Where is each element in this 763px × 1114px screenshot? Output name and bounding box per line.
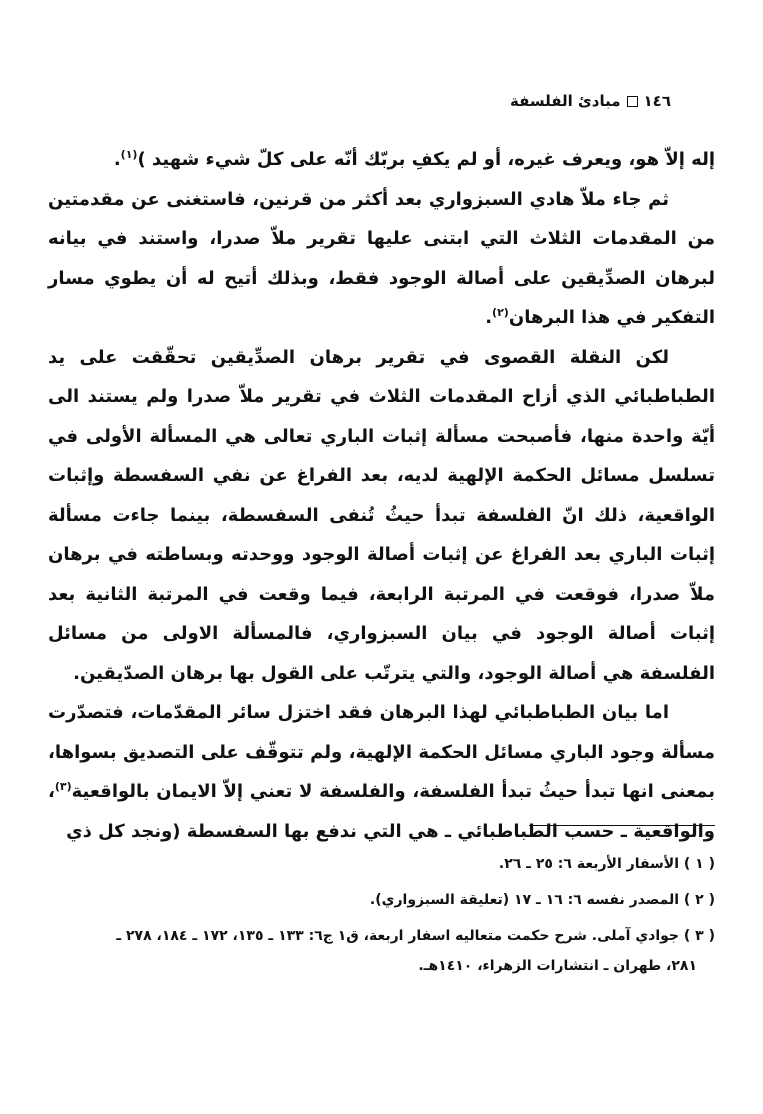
footnote-separator	[529, 825, 715, 826]
paragraph-tail: .	[113, 149, 121, 170]
paragraph-3	[48, 338, 715, 694]
paragraph-tail: .	[485, 307, 493, 328]
footnote-ref-3: (٣)	[54, 780, 72, 793]
footnote-ref-2: (٢)	[492, 306, 509, 319]
footnotes	[48, 850, 715, 988]
paragraph-1	[48, 140, 715, 180]
page-number: ١٤٦	[643, 92, 671, 110]
paragraph-2	[48, 180, 715, 338]
header-square-ornament-icon	[627, 96, 638, 107]
paragraph-text: ثم جاء ملاّ هادي السبزواري بعد أكثر من قرنين، فاستغنى عن مقدمتين من المقدمات الثلاث التي ابتنى عليها تقرير ملاّ صدرا، واستند في بيانه لبرهان الصدِّيقين على أصالة الوجود فقط، وبذلك أتيح له أن يطوي مسار التفكير في هذا البرهان	[48, 188, 715, 328]
main-text	[48, 140, 715, 851]
running-header	[510, 92, 671, 110]
footnote-1: ( ١ ) الأسفار الأربعة ٦: ٢٥ ـ ٢٦.	[498, 856, 715, 872]
footnote-2: ( ٢ ) المصدر نفسه ٦: ١٦ ـ ١٧ (تعليقة السبزواري).	[369, 892, 715, 908]
paragraph-tail: ، والواقعية ـ حسب الطباطبائي ـ هي التي ندفع بها السفسطة (ونجد كل ذي	[48, 781, 715, 842]
footnote-3: ( ٣ ) جوادي آملى. شرح حكمت متعاليه اسفار اربعة، ق١ ج٦: ١٣٣ ـ ١٣٥، ١٧٢ ـ ١٨٤، ٢٧٨ ـ	[116, 928, 715, 944]
paragraph-text: إله إلاّ هو، ويعرف غيره، أو لم يكفِ بربّك أنّه على كلّ شيء شهيد )	[137, 149, 715, 170]
paragraph-text: لكن النقلة القصوى في تقرير برهان الصدِّيقين تحقّقت على يد الطباطبائي الذي أزاح المقدمات الثلاث في تقرير ملاّ صدرا ولم يستند الى أيّة واحدة منها، فأصبحت مسألة إثبات الباري تعالى هي المسألة الأولى في تسلسل مسائل الحكمة الإلهية لديه، بعد الفراغ عن نفي السفسطة وإثبات الواقعية، ذلك انّ الفلسفة تبدأ حيثُ تُنفى السفسطة، بينما جاءت مسألة إثبات الباري بعد الفراغ عن إثبات أصالة الوجود ووحدته وبساطته في برهان ملاّ صدرا، فوقعت في المرتبة الرابعة، فيما وقعت في المرتبة الثانية بعد إثبات أصالة الوجود في بيان السبزواري، فالمسألة الاولى من مسائل الفلسفة هي أصالة الوجود، والتي يترتّب على القول بها برهان الصدّيقين.	[48, 346, 715, 684]
book-title: مبادئ الفلسفة	[509, 92, 621, 110]
paragraph-text: اما بيان الطباطبائي لهذا البرهان فقد اختزل سائر المقدّمات، فتصدّرت مسألة وجود الباري مسائل الحكمة الإلهية، ولم تتوقّف على التصديق بسواها، بمعنى انها تبدأ حيثُ تبدأ الفلسفة، والفلسفة لا تعني إلاّ الايمان بالواقعية	[48, 702, 715, 802]
footnote-ref-1: (١)	[120, 148, 138, 161]
footnote-3-continuation: ٢٨١، طهران ـ انتشارات الزهراء، ١٤١٠هـ.	[418, 958, 697, 974]
paragraph-4	[48, 693, 715, 851]
